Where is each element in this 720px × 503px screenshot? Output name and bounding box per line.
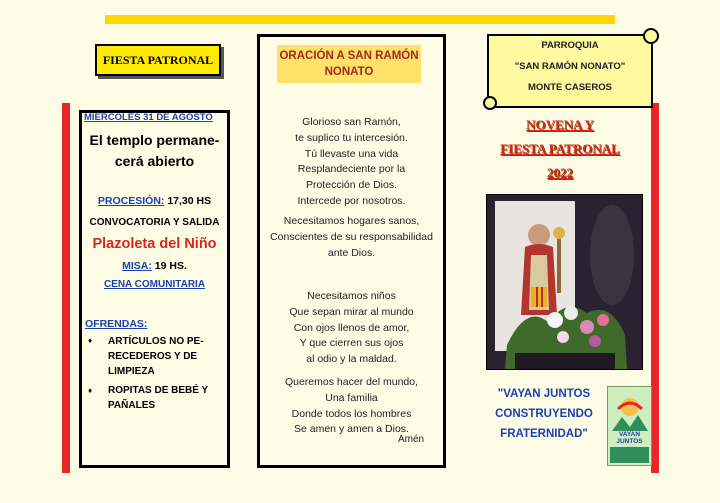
temple-line-2: cerá abierto — [114, 153, 195, 169]
prayer-line: Conscientes de su responsabilidad — [270, 230, 433, 243]
ofrenda-2-line-2: PAÑALES — [108, 400, 156, 411]
prayer-line: Tú llevaste una vida — [304, 147, 399, 160]
slogan-line-1: "VAYAN JUNTOS — [497, 388, 591, 400]
prayer-line: ante Dios. — [327, 246, 376, 259]
city-name: MONTE CASEROS — [528, 82, 612, 93]
date-line — [84, 112, 213, 123]
prayer-stanza-1 — [260, 115, 443, 210]
fiesta-patronal-text: FIESTA PATRONAL — [102, 52, 214, 67]
prayer-line: Necesitamos niños — [307, 290, 396, 302]
novena-title-line-2: FIESTA PATRONAL — [500, 141, 620, 156]
misa-line — [82, 260, 227, 272]
prayer-line: Glorioso san Ramón, — [302, 116, 401, 128]
prayer-line: al odio y la maldad. — [306, 353, 397, 366]
ofrenda-item-2 — [108, 383, 208, 413]
prayer-line: Resplandeciente por la — [297, 163, 406, 176]
procesion-label: PROCESIÓN: — [97, 195, 165, 207]
statue-illustration — [487, 195, 642, 369]
saint-statue-photo — [486, 194, 643, 370]
prayer-line: Y que cierren sus ojos — [299, 337, 404, 350]
prayer-stanza-4 — [260, 375, 443, 438]
procesion-line — [82, 195, 227, 207]
ofrenda-1-line-2: RECEDEROS Y DE — [108, 351, 198, 362]
misa-label: MISA: — [122, 260, 152, 272]
cena-text: CENA COMUNITARIA — [103, 279, 206, 290]
vayan-juntos-book-cover — [607, 386, 652, 466]
prayer-amen: Amén — [398, 434, 425, 445]
prayer-line: Se amen y amen a Dios. — [294, 423, 409, 436]
ofrendas-title — [85, 318, 147, 330]
prayer-line: Intercede por nosotros. — [297, 194, 406, 207]
book-cover-art — [608, 387, 651, 465]
slogan — [484, 384, 604, 444]
temple-open-notice — [82, 130, 227, 172]
bullet-1: ♦ — [88, 336, 93, 345]
bullet-2: ♦ — [88, 386, 93, 395]
parroquia-label: PARROQUIA — [541, 40, 599, 51]
left-red-bar — [62, 103, 70, 473]
ofrenda-1-line-3: LIMPIEZA — [108, 366, 155, 377]
ofrenda-1-line-1: ARTÍCULOS NO PE- — [108, 336, 204, 347]
ofrenda-2-line-1: ROPITAS DE BEBÉ Y — [108, 385, 209, 396]
misa-time: 19 HS. — [151, 260, 187, 272]
novena-year: 2022 — [547, 165, 573, 180]
prayer-line: Protección de Dios. — [305, 179, 398, 192]
procesion-time: 17,30 HS — [164, 195, 212, 207]
church-name: "SAN RAMÓN NONATO" — [514, 61, 626, 72]
ofrenda-item-1 — [108, 334, 204, 379]
slogan-line-2: CONSTRUYENDO — [495, 408, 593, 420]
prayer-line: Con ojos llenos de amor, — [293, 321, 410, 334]
cena-line — [82, 279, 227, 290]
book-title-line-2: JUNTOS — [616, 438, 643, 445]
scroll-curl-bottom — [483, 96, 497, 110]
date-text: MIÉRCOLES 31 DE AGOSTO — [84, 112, 213, 123]
book-title — [608, 431, 651, 445]
prayer-line: Donde todos los hombres — [291, 407, 412, 420]
plazoleta-line: Plazoleta del Niño — [92, 236, 217, 252]
prayer-stanza-2 — [260, 214, 443, 261]
convocatoria-line: CONVOCATORIA Y SALIDA — [89, 217, 220, 228]
book-title-line-1: VAYAN — [618, 431, 641, 438]
prayer-line: Necesitamos hogares sanos, — [283, 215, 420, 227]
prayer-line: Que sepan mirar al mundo — [289, 305, 414, 318]
slogan-line-3: FRATERNIDAD" — [500, 428, 588, 440]
ofrendas-text: OFRENDAS: — [85, 318, 148, 330]
novena-title-line-1: NOVENA Y — [526, 117, 594, 132]
prayer-title-line-1: ORACIÓN A SAN RAMÓN — [279, 50, 419, 62]
top-yellow-bar — [105, 15, 615, 24]
prayer-line: te suplico tu intercesión. — [295, 131, 408, 144]
prayer-title-line-2: NONATO — [324, 66, 374, 78]
right-red-bar — [651, 103, 659, 473]
prayer-line: Una familia — [325, 391, 378, 404]
temple-line-1: El templo permane- — [89, 132, 220, 148]
prayer-line: Queremos hacer del mundo, — [284, 376, 419, 388]
prayer-title — [277, 45, 421, 83]
fiesta-patronal-label — [95, 44, 221, 76]
prayer-stanza-3 — [260, 289, 443, 368]
